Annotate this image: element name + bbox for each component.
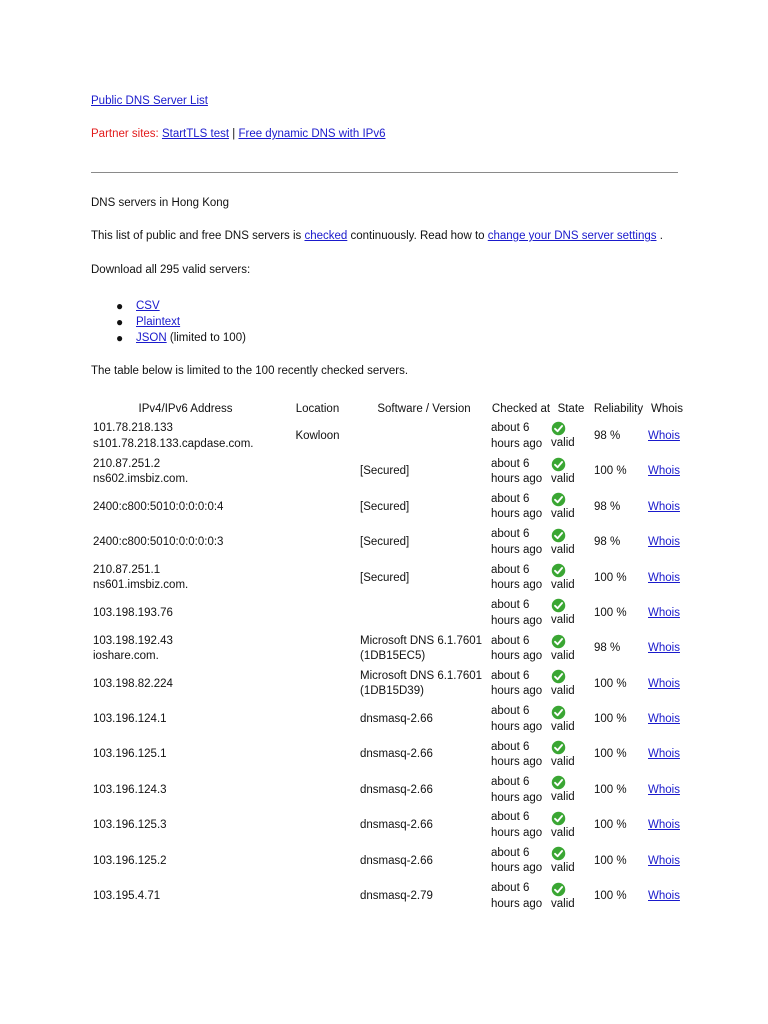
location-cell — [278, 631, 357, 666]
change-dns-settings-link[interactable]: change your DNS server settings — [487, 230, 657, 242]
address-cell — [91, 454, 278, 489]
checked-at-line-2: hours ago — [491, 543, 543, 556]
intro-text-middle: continuously. Read how to — [347, 230, 488, 242]
table-header-row — [91, 399, 688, 419]
state-cell — [551, 879, 591, 914]
state-label: valid — [551, 472, 575, 485]
intro-text-end: . — [656, 230, 663, 242]
software-cell — [357, 419, 491, 454]
location-cell — [278, 561, 357, 596]
location-cell — [278, 490, 357, 525]
state-cell — [551, 773, 591, 808]
bullet-icon: ● — [116, 299, 124, 313]
checked-at-cell — [491, 844, 551, 879]
state-indicator — [551, 634, 575, 665]
state-label: valid — [551, 862, 575, 875]
state-indicator — [551, 421, 575, 452]
check-circle-icon — [551, 457, 566, 472]
address-cell — [91, 808, 278, 843]
whois-link[interactable]: Whois — [648, 819, 680, 832]
checked-at-cell — [491, 490, 551, 525]
check-circle-icon — [551, 634, 566, 649]
checked-at-line-2: hours ago — [491, 826, 543, 839]
hostname: s101.78.218.133.capdase.com. — [93, 437, 254, 450]
site-title-link[interactable]: Public DNS Server List — [91, 95, 208, 107]
state-cell — [551, 490, 591, 525]
address-cell — [91, 844, 278, 879]
state-indicator — [551, 811, 575, 842]
ip-address: 103.195.4.71 — [93, 890, 161, 903]
dns-server-table — [91, 399, 688, 914]
hostname: ns602.imsbiz.com. — [93, 473, 189, 486]
checked-at-line-1: about 6 — [491, 740, 530, 753]
checked-at-line-1: about 6 — [491, 422, 530, 435]
ip-address: 103.198.82.224 — [93, 677, 173, 690]
whois-link[interactable]: Whois — [648, 748, 680, 761]
software-cell — [357, 808, 491, 843]
software-version: dnsmasq-2.66 — [360, 819, 433, 832]
reliability-cell: 100 % — [594, 890, 627, 903]
checked-at-line-1: about 6 — [491, 634, 530, 647]
software-version: [Secured] — [360, 465, 410, 478]
reliability-cell: 98 % — [594, 642, 621, 655]
software-version: [Secured] — [360, 571, 410, 584]
download-list — [116, 298, 246, 346]
address-cell — [91, 773, 278, 808]
whois-link[interactable]: Whois — [648, 465, 680, 478]
download-item-plaintext — [116, 314, 246, 330]
state-label: valid — [551, 897, 575, 910]
reliability-cell: 98 % — [594, 500, 621, 513]
location-cell — [278, 773, 357, 808]
software-cell — [357, 738, 491, 773]
software-version: Microsoft DNS 6.1.7601 — [360, 669, 483, 682]
whois-cell — [646, 844, 688, 879]
checked-at-line-2: hours ago — [491, 897, 543, 910]
location-cell — [278, 525, 357, 560]
location-cell — [278, 667, 357, 702]
software-version: [Secured] — [360, 500, 410, 513]
checked-at-line-1: about 6 — [491, 811, 530, 824]
state-label: valid — [551, 649, 575, 662]
whois-link[interactable]: Whois — [648, 677, 680, 690]
state-label: valid — [551, 437, 575, 450]
check-circle-icon — [551, 598, 566, 613]
software-build: (1DB15EC5) — [360, 650, 426, 663]
table-row — [91, 879, 688, 914]
plaintext-download-link[interactable]: Plaintext — [136, 316, 181, 328]
check-circle-icon — [551, 563, 566, 578]
reliability-cell: 100 % — [594, 606, 627, 619]
state-indicator — [551, 563, 575, 594]
state-indicator — [551, 457, 575, 488]
check-circle-icon — [551, 669, 566, 684]
location-cell — [278, 454, 357, 489]
table-row — [91, 631, 688, 666]
reliability-cell: 100 % — [594, 465, 627, 478]
dynamic-dns-link[interactable]: Free dynamic DNS with IPv6 — [238, 128, 386, 140]
ip-address: 210.87.251.1 — [93, 563, 161, 576]
whois-cell — [646, 808, 688, 843]
reliability-cell: 100 % — [594, 819, 627, 832]
address-cell — [91, 738, 278, 773]
whois-link[interactable]: Whois — [648, 890, 680, 903]
reliability-cell: 100 % — [594, 854, 627, 867]
header-location: Location — [295, 403, 340, 415]
check-circle-icon — [551, 811, 566, 826]
state-label: valid — [551, 579, 575, 591]
check-circle-icon — [551, 882, 566, 897]
check-circle-icon — [551, 705, 566, 720]
horizontal-divider — [91, 172, 678, 173]
whois-cell — [646, 738, 688, 773]
csv-download-link[interactable]: CSV — [136, 300, 160, 312]
partner-sites — [91, 128, 385, 140]
state-cell — [551, 844, 591, 879]
checked-at-cell — [491, 561, 551, 596]
state-indicator — [551, 528, 575, 559]
state-cell — [551, 808, 591, 843]
checked-at-cell — [491, 738, 551, 773]
checked-at-line-1: about 6 — [491, 563, 530, 576]
software-cell — [357, 702, 491, 737]
check-circle-icon — [551, 492, 566, 507]
table-row — [91, 773, 688, 808]
software-version: dnsmasq-2.66 — [360, 854, 433, 867]
intro-paragraph — [91, 230, 663, 242]
download-text: Download all 295 valid servers: — [91, 264, 251, 276]
header-checked-at: Checked at — [491, 403, 551, 415]
reliability-cell: 98 % — [594, 536, 621, 549]
check-circle-icon — [551, 775, 566, 790]
software-cell — [357, 490, 491, 525]
intro-text-start: This list of public and free DNS servers is — [91, 230, 305, 242]
table-row — [91, 738, 688, 773]
whois-link[interactable]: Whois — [648, 642, 680, 655]
address-cell — [91, 419, 278, 454]
software-cell — [357, 454, 491, 489]
checked-at-line-2: hours ago — [491, 437, 543, 450]
state-cell — [551, 525, 591, 560]
table-row — [91, 667, 688, 702]
reliability-cell: 100 % — [594, 677, 627, 690]
table-row — [91, 490, 688, 525]
bullet-icon: ● — [116, 331, 124, 345]
whois-cell — [646, 596, 688, 631]
state-label: valid — [551, 826, 575, 839]
checked-at-line-1: about 6 — [491, 492, 530, 505]
checked-at-line-1: about 6 — [491, 599, 530, 612]
whois-cell — [646, 454, 688, 489]
checked-at-cell — [491, 667, 551, 702]
ip-address: 2400:c800:5010:0:0:0:0:4 — [93, 500, 224, 513]
whois-cell — [646, 773, 688, 808]
state-indicator — [551, 775, 575, 806]
checked-at-line-2: hours ago — [491, 756, 543, 769]
checked-at-line-1: about 6 — [491, 882, 530, 895]
partner-sites-label: Partner sites: — [91, 128, 159, 140]
starttls-test-link[interactable]: StartTLS test — [161, 128, 230, 140]
check-circle-icon — [551, 528, 566, 543]
state-label: valid — [551, 755, 575, 768]
software-version: dnsmasq-2.66 — [360, 748, 433, 761]
address-cell — [91, 879, 278, 914]
ip-address: 103.196.124.3 — [93, 783, 167, 796]
address-cell — [91, 561, 278, 596]
software-version: dnsmasq-2.79 — [360, 890, 433, 903]
ip-address: 103.196.125.3 — [93, 819, 167, 832]
checked-at-line-1: about 6 — [491, 457, 530, 470]
table-row — [91, 561, 688, 596]
checked-at-line-1: about 6 — [491, 669, 530, 682]
address-cell — [91, 631, 278, 666]
check-circle-icon — [551, 421, 566, 436]
download-item-csv — [116, 298, 246, 314]
whois-cell — [646, 490, 688, 525]
whois-cell — [646, 525, 688, 560]
software-cell — [357, 773, 491, 808]
state-label: valid — [551, 508, 575, 521]
header-state: State — [557, 403, 585, 415]
ip-address: 103.198.192.43 — [93, 634, 173, 647]
whois-link[interactable]: Whois — [648, 429, 680, 442]
whois-link[interactable]: Whois — [648, 854, 680, 867]
reliability-cell: 100 % — [594, 748, 627, 761]
software-cell — [357, 844, 491, 879]
checked-at-line-2: hours ago — [491, 508, 543, 521]
state-label: valid — [551, 791, 575, 804]
table-row — [91, 844, 688, 879]
whois-link[interactable]: Whois — [648, 500, 680, 513]
whois-cell — [646, 879, 688, 914]
reliability-cell: 100 % — [594, 571, 627, 584]
checked-at-line-2: hours ago — [491, 614, 543, 627]
checked-at-cell — [491, 525, 551, 560]
header-software: Software / Version — [377, 403, 471, 415]
state-cell — [551, 702, 591, 737]
state-label: valid — [551, 685, 575, 698]
whois-link[interactable]: Whois — [648, 713, 680, 726]
hostname: ns601.imsbiz.com. — [93, 579, 189, 592]
checked-at-cell — [491, 596, 551, 631]
software-cell — [357, 631, 491, 666]
check-circle-icon — [551, 740, 566, 755]
table-row — [91, 808, 688, 843]
address-cell — [91, 667, 278, 702]
state-indicator — [551, 492, 575, 523]
location-cell — [278, 808, 357, 843]
checked-at-line-2: hours ago — [491, 473, 543, 486]
table-row — [91, 525, 688, 560]
check-circle-icon — [551, 846, 566, 861]
state-cell — [551, 419, 591, 454]
software-cell — [357, 561, 491, 596]
ip-address: 210.87.251.2 — [93, 457, 161, 470]
ip-address: 103.196.125.2 — [93, 854, 167, 867]
table-row — [91, 454, 688, 489]
json-download-link[interactable]: JSON — [136, 332, 167, 344]
whois-link[interactable]: Whois — [648, 783, 680, 796]
checked-at-cell — [491, 879, 551, 914]
software-version: [Secured] — [360, 536, 410, 549]
header-address: IPv4/IPv6 Address — [138, 403, 233, 415]
state-label: valid — [551, 720, 575, 733]
whois-cell — [646, 667, 688, 702]
location-cell: Kowloon — [295, 429, 340, 442]
software-version: dnsmasq-2.66 — [360, 783, 433, 796]
header-reliability: Reliability — [593, 403, 644, 415]
address-cell — [91, 596, 278, 631]
whois-link[interactable]: Whois — [648, 536, 680, 549]
checked-at-line-2: hours ago — [491, 685, 543, 698]
checked-at-line-1: about 6 — [491, 528, 530, 541]
whois-cell — [646, 561, 688, 596]
state-cell — [551, 561, 591, 596]
hostname: ioshare.com. — [93, 650, 159, 663]
state-cell — [551, 738, 591, 773]
reliability-cell: 98 % — [594, 429, 621, 442]
partner-separator: | — [232, 128, 236, 140]
checked-at-cell — [491, 419, 551, 454]
checked-at-line-1: about 6 — [491, 846, 530, 859]
site-title — [91, 95, 208, 107]
state-label: valid — [551, 543, 575, 556]
reliability-cell: 100 % — [594, 713, 627, 726]
reliability-cell: 100 % — [594, 783, 627, 796]
state-indicator — [551, 882, 575, 913]
address-cell — [91, 525, 278, 560]
whois-link[interactable]: Whois — [648, 606, 680, 619]
table-row — [91, 419, 688, 454]
software-cell — [357, 596, 491, 631]
software-build: (1DB15D39) — [360, 685, 424, 698]
state-indicator — [551, 740, 575, 771]
software-cell — [357, 879, 491, 914]
checked-at-line-1: about 6 — [491, 776, 530, 789]
state-cell — [551, 667, 591, 702]
address-cell — [91, 702, 278, 737]
location-cell — [278, 844, 357, 879]
checked-at-cell — [491, 773, 551, 808]
ip-address: 103.196.124.1 — [93, 713, 167, 726]
whois-cell — [646, 419, 688, 454]
whois-cell — [646, 631, 688, 666]
checked-at-line-2: hours ago — [491, 862, 543, 875]
download-item-json — [116, 330, 246, 346]
header-whois: Whois — [651, 403, 683, 415]
whois-cell — [646, 702, 688, 737]
state-cell — [551, 631, 591, 666]
state-indicator — [551, 598, 575, 629]
checked-at-line-2: hours ago — [491, 650, 543, 663]
ip-address: 103.198.193.76 — [93, 606, 173, 619]
location-cell — [278, 879, 357, 914]
table-row — [91, 702, 688, 737]
table-note: The table below is limited to the 100 recently checked servers. — [91, 365, 409, 377]
software-cell — [357, 667, 491, 702]
state-cell — [551, 596, 591, 631]
location-cell — [278, 702, 357, 737]
software-version: dnsmasq-2.66 — [360, 713, 433, 726]
location-cell — [278, 596, 357, 631]
location-cell — [278, 738, 357, 773]
section-heading: DNS servers in Hong Kong — [91, 197, 230, 209]
ip-address: 101.78.218.133 — [93, 422, 173, 435]
state-cell — [551, 454, 591, 489]
checked-at-cell — [491, 631, 551, 666]
checked-at-line-2: hours ago — [491, 579, 543, 592]
whois-link[interactable]: Whois — [648, 571, 680, 584]
checked-at-cell — [491, 454, 551, 489]
software-version: Microsoft DNS 6.1.7601 — [360, 634, 483, 647]
state-label: valid — [551, 614, 575, 627]
software-cell — [357, 525, 491, 560]
bullet-icon: ● — [116, 315, 124, 329]
state-indicator — [551, 669, 575, 700]
checked-at-cell — [491, 702, 551, 737]
address-cell — [91, 490, 278, 525]
checked-at-line-2: hours ago — [491, 720, 543, 733]
json-limit-note: (limited to 100) — [166, 332, 246, 344]
ip-address: 2400:c800:5010:0:0:0:0:3 — [93, 536, 224, 549]
checked-at-line-1: about 6 — [491, 705, 530, 718]
checked-link[interactable]: checked — [304, 230, 348, 242]
checked-at-line-2: hours ago — [491, 791, 543, 804]
state-indicator — [551, 846, 575, 877]
state-indicator — [551, 705, 575, 736]
table-row — [91, 596, 688, 631]
checked-at-cell — [491, 808, 551, 843]
ip-address: 103.196.125.1 — [93, 748, 167, 761]
